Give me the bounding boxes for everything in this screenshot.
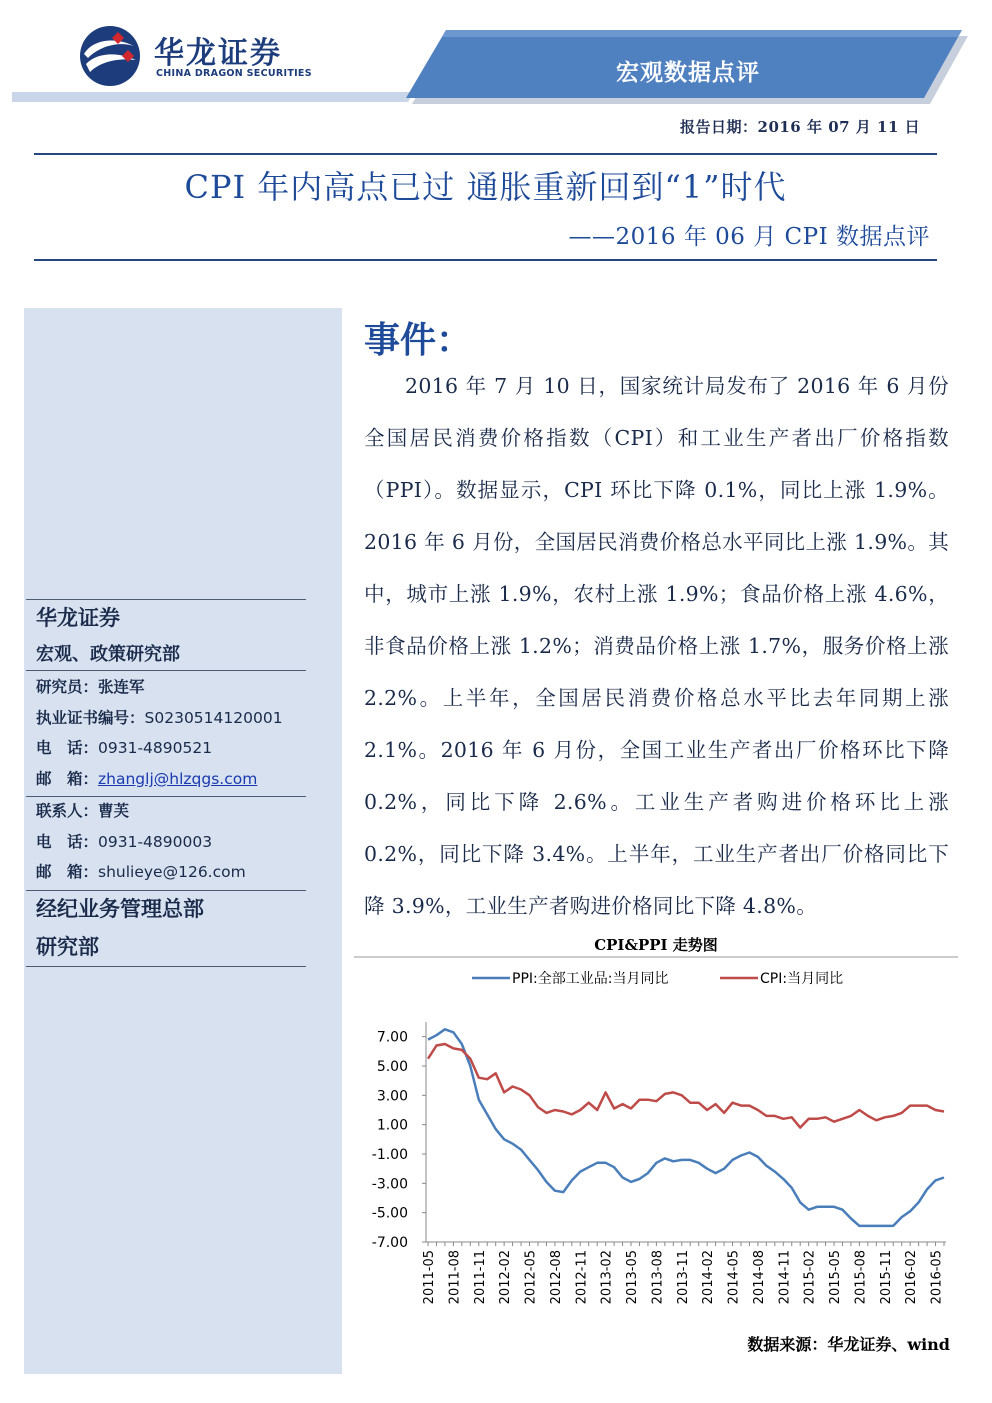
company-logo	[78, 22, 318, 92]
chart-title: CPI&PPI 走势图	[594, 936, 718, 954]
cpi-ppi-line-chart	[354, 956, 958, 1326]
email-link[interactable]: zhanglj@hlzqgs.com	[98, 770, 258, 788]
contact-email-value: shulieye@126.com	[98, 863, 246, 881]
email-row	[36, 767, 257, 789]
researcher-name: 研究员：张连军	[36, 677, 145, 696]
x-tick-label: 2012-02	[498, 1250, 514, 1305]
contact-phone-value: 0931-4890003	[98, 833, 213, 851]
divider	[26, 966, 306, 967]
x-tick-label: 2016-02	[904, 1250, 920, 1305]
x-tick-label: 2013-05	[625, 1250, 641, 1305]
y-tick-label: 3.00	[376, 1088, 408, 1105]
x-tick-label: 2015-08	[853, 1250, 869, 1305]
legend-ppi-label: PPI:全部工业品:当月同比	[512, 971, 669, 987]
x-tick-label: 2015-05	[828, 1250, 844, 1305]
sidebar-company: 华龙证券	[36, 605, 120, 630]
y-tick-label: 7.00	[376, 1029, 408, 1046]
page-subtitle: ——2016 年 06 月 CPI 数据点评	[568, 224, 930, 250]
divider	[26, 599, 306, 600]
x-tick-label: 2013-02	[599, 1250, 615, 1305]
contact-phone-label: 电 话：	[36, 832, 99, 851]
phone-label: 电 话：	[36, 738, 99, 757]
x-tick-label: 2014-11	[777, 1250, 793, 1305]
x-tick-label: 2013-08	[650, 1250, 666, 1305]
cert-value: S0230514120001	[144, 709, 283, 727]
page-title: CPI 年内高点已过 通胀重新回到“1”时代	[184, 168, 787, 206]
x-tick-label: 2011-11	[472, 1250, 488, 1305]
y-tick-label: -1.00	[371, 1147, 408, 1163]
x-tick-label: 2012-11	[574, 1250, 590, 1305]
chart-source: 数据来源：华龙证券、wind	[747, 1335, 950, 1354]
contact-name: 联系人：曹芙	[36, 801, 130, 820]
x-tick-label: 2015-02	[802, 1250, 818, 1305]
company-name-cn: 华龙证券	[154, 36, 282, 71]
contact-email-label: 邮 箱：	[36, 862, 99, 881]
legend-cpi-label: CPI:当月同比	[760, 971, 844, 987]
contact-phone-row	[36, 830, 212, 852]
x-tick-label: 2015-11	[878, 1250, 894, 1305]
sidebar-department: 宏观、政策研究部	[36, 644, 180, 665]
divider	[26, 796, 306, 797]
x-tick-label: 2012-08	[548, 1250, 564, 1305]
contact-email-row	[36, 860, 246, 882]
x-tick-label: 2014-02	[701, 1250, 717, 1305]
y-tick-label: -3.00	[371, 1176, 408, 1193]
divider	[26, 670, 306, 671]
cert-label: 执业证书编号：	[36, 708, 145, 727]
divider	[26, 890, 306, 891]
x-tick-label: 2016-05	[929, 1250, 945, 1305]
title-top-rule	[34, 153, 937, 155]
dragon-logo-icon	[78, 24, 142, 88]
analyst-sidebar	[24, 308, 342, 1374]
y-tick-label: 5.00	[376, 1059, 408, 1075]
event-heading: 事件：	[364, 319, 473, 361]
y-tick-label: 1.00	[376, 1117, 408, 1134]
sidebar-dept2: 经纪业务管理总部	[36, 896, 204, 921]
title-bottom-rule	[34, 259, 937, 261]
x-tick-label: 2011-08	[447, 1250, 463, 1305]
cert-number-row	[36, 706, 283, 728]
x-tick-label: 2014-05	[726, 1250, 742, 1305]
company-name-en: CHINA DRAGON SECURITIES	[156, 68, 312, 79]
phone-value: 0931-4890521	[98, 739, 213, 757]
x-tick-label: 2013-11	[675, 1250, 691, 1305]
email-label: 邮 箱：	[36, 769, 99, 788]
event-body: 2016 年 7 月 10 日，国家统计局发布了 2016 年 6 月份全国居民消费价格指数（CPI）和工业生产者出厂价格指数（PPI）。数据显示，CPI 环比下降 0.1%，同比上涨 1.9%。2016 年 6 月份，全国居民消费价格总水平同比上涨 1.9%。其中，城市上涨 1.9%，农村上涨 1.9%；食品价格上涨 4.6%，非食品价格上涨 1.2%；消费品价格上涨 1.7%，服务价格上涨 2.2%。上半年，全国居民消费价格总水平比去年同期上涨 2.1%。2016 年 6 月份，全国工业生产者出厂价格环比下降 0.2%，同比下降 2.6%。工业生产者购进价格环比上涨 0.2%，同比下降 3.4%。上半年，工业生产者出厂价格同比下降 3.9%，工业生产者购进价格同比下降 4.8%。	[364, 374, 949, 918]
report-category: 宏观数据点评	[616, 59, 760, 86]
sidebar-dept3: 研究部	[36, 934, 99, 959]
y-tick-label: -7.00	[371, 1235, 408, 1251]
x-tick-label: 2014-08	[751, 1250, 767, 1305]
y-tick-label: -5.00	[371, 1205, 408, 1222]
report-date: 报告日期：2016 年 07 月 11 日	[680, 118, 921, 136]
x-tick-label: 2011-05	[422, 1250, 437, 1305]
x-tick-label: 2012-05	[523, 1250, 539, 1305]
phone-row	[36, 736, 212, 758]
